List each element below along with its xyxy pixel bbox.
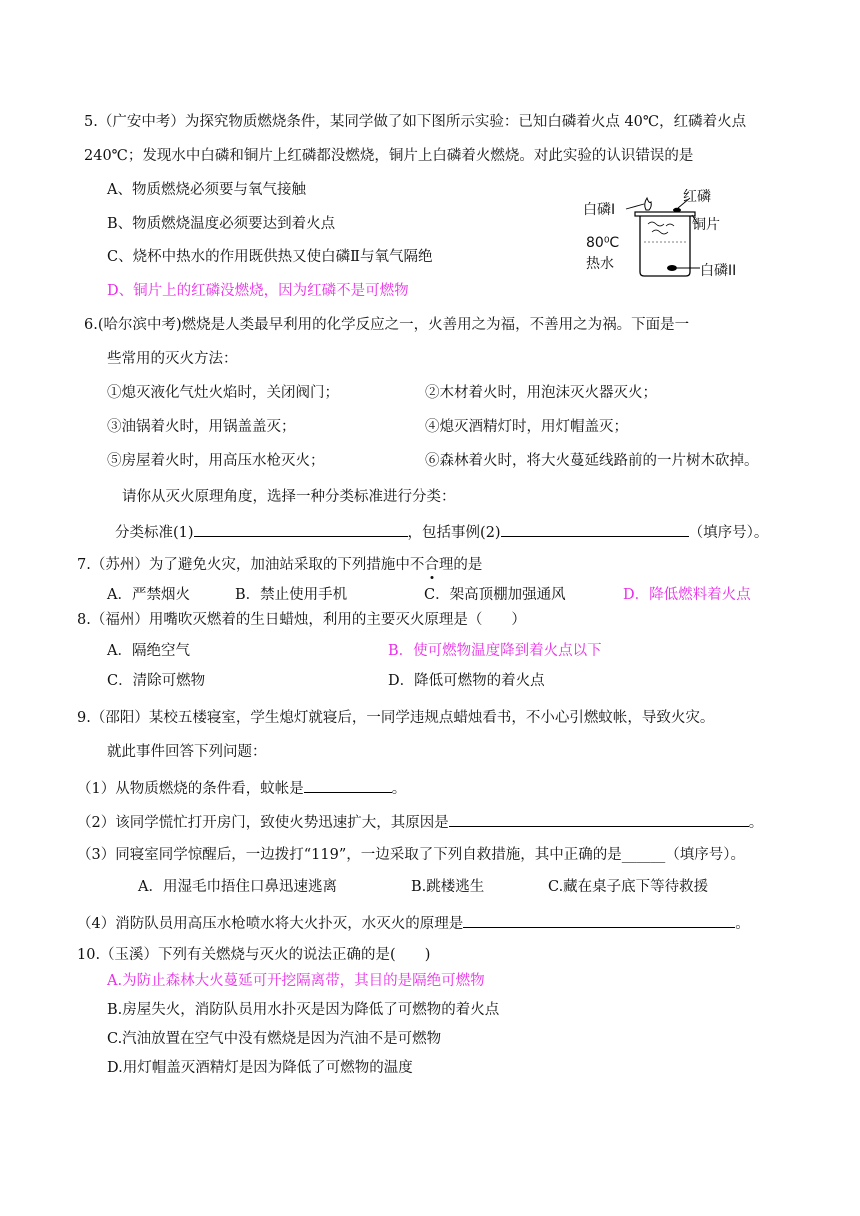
q9-part-2-end: 。 xyxy=(748,815,764,831)
q7-stem xyxy=(77,555,482,575)
flame-icon xyxy=(645,198,652,210)
q6-method-3: ③油锅着火时，用锅盖盖灭； xyxy=(107,419,296,435)
q9-part-2 xyxy=(77,811,763,833)
white-phosphorus-2-lump xyxy=(667,265,677,271)
q6-blank-1[interactable] xyxy=(194,521,408,537)
q7-emphasis-char: 合 xyxy=(424,557,439,573)
q10-option-a-answer: A.为防止森林大火蔓延可开挖隔离带，其目的是隔绝可燃物 xyxy=(107,973,485,989)
q7-option-c: C．架高顶棚加强通风 xyxy=(424,587,566,603)
q6-method-1: ①熄灭液化气灶火焰时，关闭阀门； xyxy=(107,385,339,401)
q6-stem-line1: 6.(哈尔滨中考)燃烧是人类最早利用的化学反应之一，火善用之为福，不善用之为祸。下面是一 xyxy=(84,317,690,333)
q6-method-6: ⑥森林着火时，将大火蔓延线路前的一片树木砍掉。 xyxy=(425,453,759,469)
q5-option-a: A、物质燃烧必须要与氧气接触 xyxy=(107,182,306,198)
q9-part-3-option-b: B.跳楼逃生 xyxy=(411,879,485,895)
q10-option-d: D.用灯帽盖灭酒精灯是因为降低了可燃物的温度 xyxy=(107,1060,413,1076)
q9-part-1-text: （1）从物质燃烧的条件看，蚊帐是 xyxy=(77,781,304,797)
q6-method-2: ②木材着火时，用泡沫灭火器灭火； xyxy=(425,385,657,401)
q9-part-2-text: （2）该同学慌忙打开房门，致使火势迅速扩大，其原因是 xyxy=(77,815,449,831)
q6-method-4: ④熄灭酒精灯时，用灯帽盖灭； xyxy=(425,419,628,435)
q7-option-a: A．严禁烟火 xyxy=(107,587,190,603)
q8-option-a: A．隔绝空气 xyxy=(107,643,190,659)
q5-option-b: B、物质燃烧温度必须要达到着火点 xyxy=(107,216,336,232)
q9-part-3: （3）同寝室同学惊醒后，一边拨打“119”，一边采取了下列自救措施，其中正确的是______（填序号）。 xyxy=(77,847,745,863)
q8-option-b-answer: B．使可燃物温度降到着火点以下 xyxy=(388,643,602,659)
q8-option-c: C．清除可燃物 xyxy=(107,673,206,689)
q6-fill-label-1: 分类标准(1) xyxy=(115,525,194,541)
q7-option-d-answer: D．降低燃料着火点 xyxy=(623,587,751,603)
q6-fill-label-2: ，包括事例(2) xyxy=(407,525,501,541)
label-white-phosphorus-2: 白磷II xyxy=(700,263,737,279)
q9-stem: 9.（邵阳）某校五楼寝室，学生熄灯就寝后，一同学违规点蜡烛看书，不小心引燃蚊帐，导致火灾。 xyxy=(77,710,715,726)
q5-stem-line2: 240℃；发现水中白磷和铜片上红磷都没燃烧，铜片上白磷着火燃烧。对此实验的认识错误的是 xyxy=(84,148,694,164)
q8-option-d: D．降低可燃物的着火点 xyxy=(388,673,545,689)
q7-stem-tail: 理的是 xyxy=(438,557,483,573)
q8-stem: 8.（福州）用嘴吹灭燃着的生日蜡烛，利用的主要灭火原理是（ ） xyxy=(77,612,526,628)
q6-method-5: ⑤房屋着火时，用高压水枪灭火； xyxy=(107,453,325,469)
red-phosphorus-lump xyxy=(673,208,681,212)
q9-part-3-option-c: C.藏在桌子底下等待救援 xyxy=(548,879,709,895)
q9-blank-2[interactable] xyxy=(449,811,749,827)
q9-part-1 xyxy=(77,777,406,799)
q9-part-4-text: （4）消防队员用高压水枪喷水将大火扑灭，水灭火的原理是 xyxy=(77,916,464,932)
q9-part-1-end: 。 xyxy=(391,781,407,797)
label-temperature: 80⁰C xyxy=(586,235,620,251)
q9-part-4-end: 。 xyxy=(735,916,750,932)
q6-fill-label-3: （填序号）。 xyxy=(688,525,769,541)
label-red-phosphorus: 红磷 xyxy=(683,189,711,205)
q6-stem-line2: 些常用的灭火方法： xyxy=(107,351,238,367)
label-copper-plate: 铜片 xyxy=(692,217,720,233)
q6-blank-2[interactable] xyxy=(501,521,689,537)
q7-option-b: B．禁止使用手机 xyxy=(235,587,348,603)
label-hot-water: 热水 xyxy=(586,256,614,272)
q9-part-3-option-a: A．用湿毛巾捂住口鼻迅速逃离 xyxy=(138,879,337,895)
q9-blank-4[interactable] xyxy=(463,912,735,928)
q10-stem: 10.（玉溪）下列有关燃烧与灭火的说法正确的是( ) xyxy=(77,947,431,963)
copper-plate xyxy=(635,212,695,216)
q5-experiment-figure xyxy=(580,180,780,280)
q5-option-d-answer: D、铜片上的红磷没燃烧，因为红磷不是可燃物 xyxy=(107,283,409,299)
q6-prompt: 请你从灭火原理角度，选择一种分类标准进行分类： xyxy=(122,489,456,505)
q5-stem-line1: 5.（广安中考）为探究物质燃烧条件，某同学做了如下图所示实验：已知白磷着火点 40℃，红磷着火点 xyxy=(84,114,747,130)
label-white-phosphorus-1: 白磷I xyxy=(583,202,616,218)
q10-option-b: B.房屋失火，消防队员用水扑灭是因为降低了可燃物的着火点 xyxy=(107,1002,500,1018)
q9-stem-2: 就此事件回答下列问题： xyxy=(107,744,267,760)
q6-fill-line xyxy=(115,521,768,543)
q7-stem-text: 7.（苏州）为了避免火灾，加油站采取的下列措施中不 xyxy=(77,557,425,573)
beaker xyxy=(640,216,690,276)
q9-blank-1[interactable] xyxy=(304,777,392,793)
q10-option-c: C.汽油放置在空气中没有燃烧是因为汽油不是可燃物 xyxy=(107,1031,442,1047)
q9-part-4 xyxy=(77,912,750,934)
q5-option-c: C、烧杯中热水的作用既供热又使白磷Ⅱ与氧气隔绝 xyxy=(107,249,433,265)
